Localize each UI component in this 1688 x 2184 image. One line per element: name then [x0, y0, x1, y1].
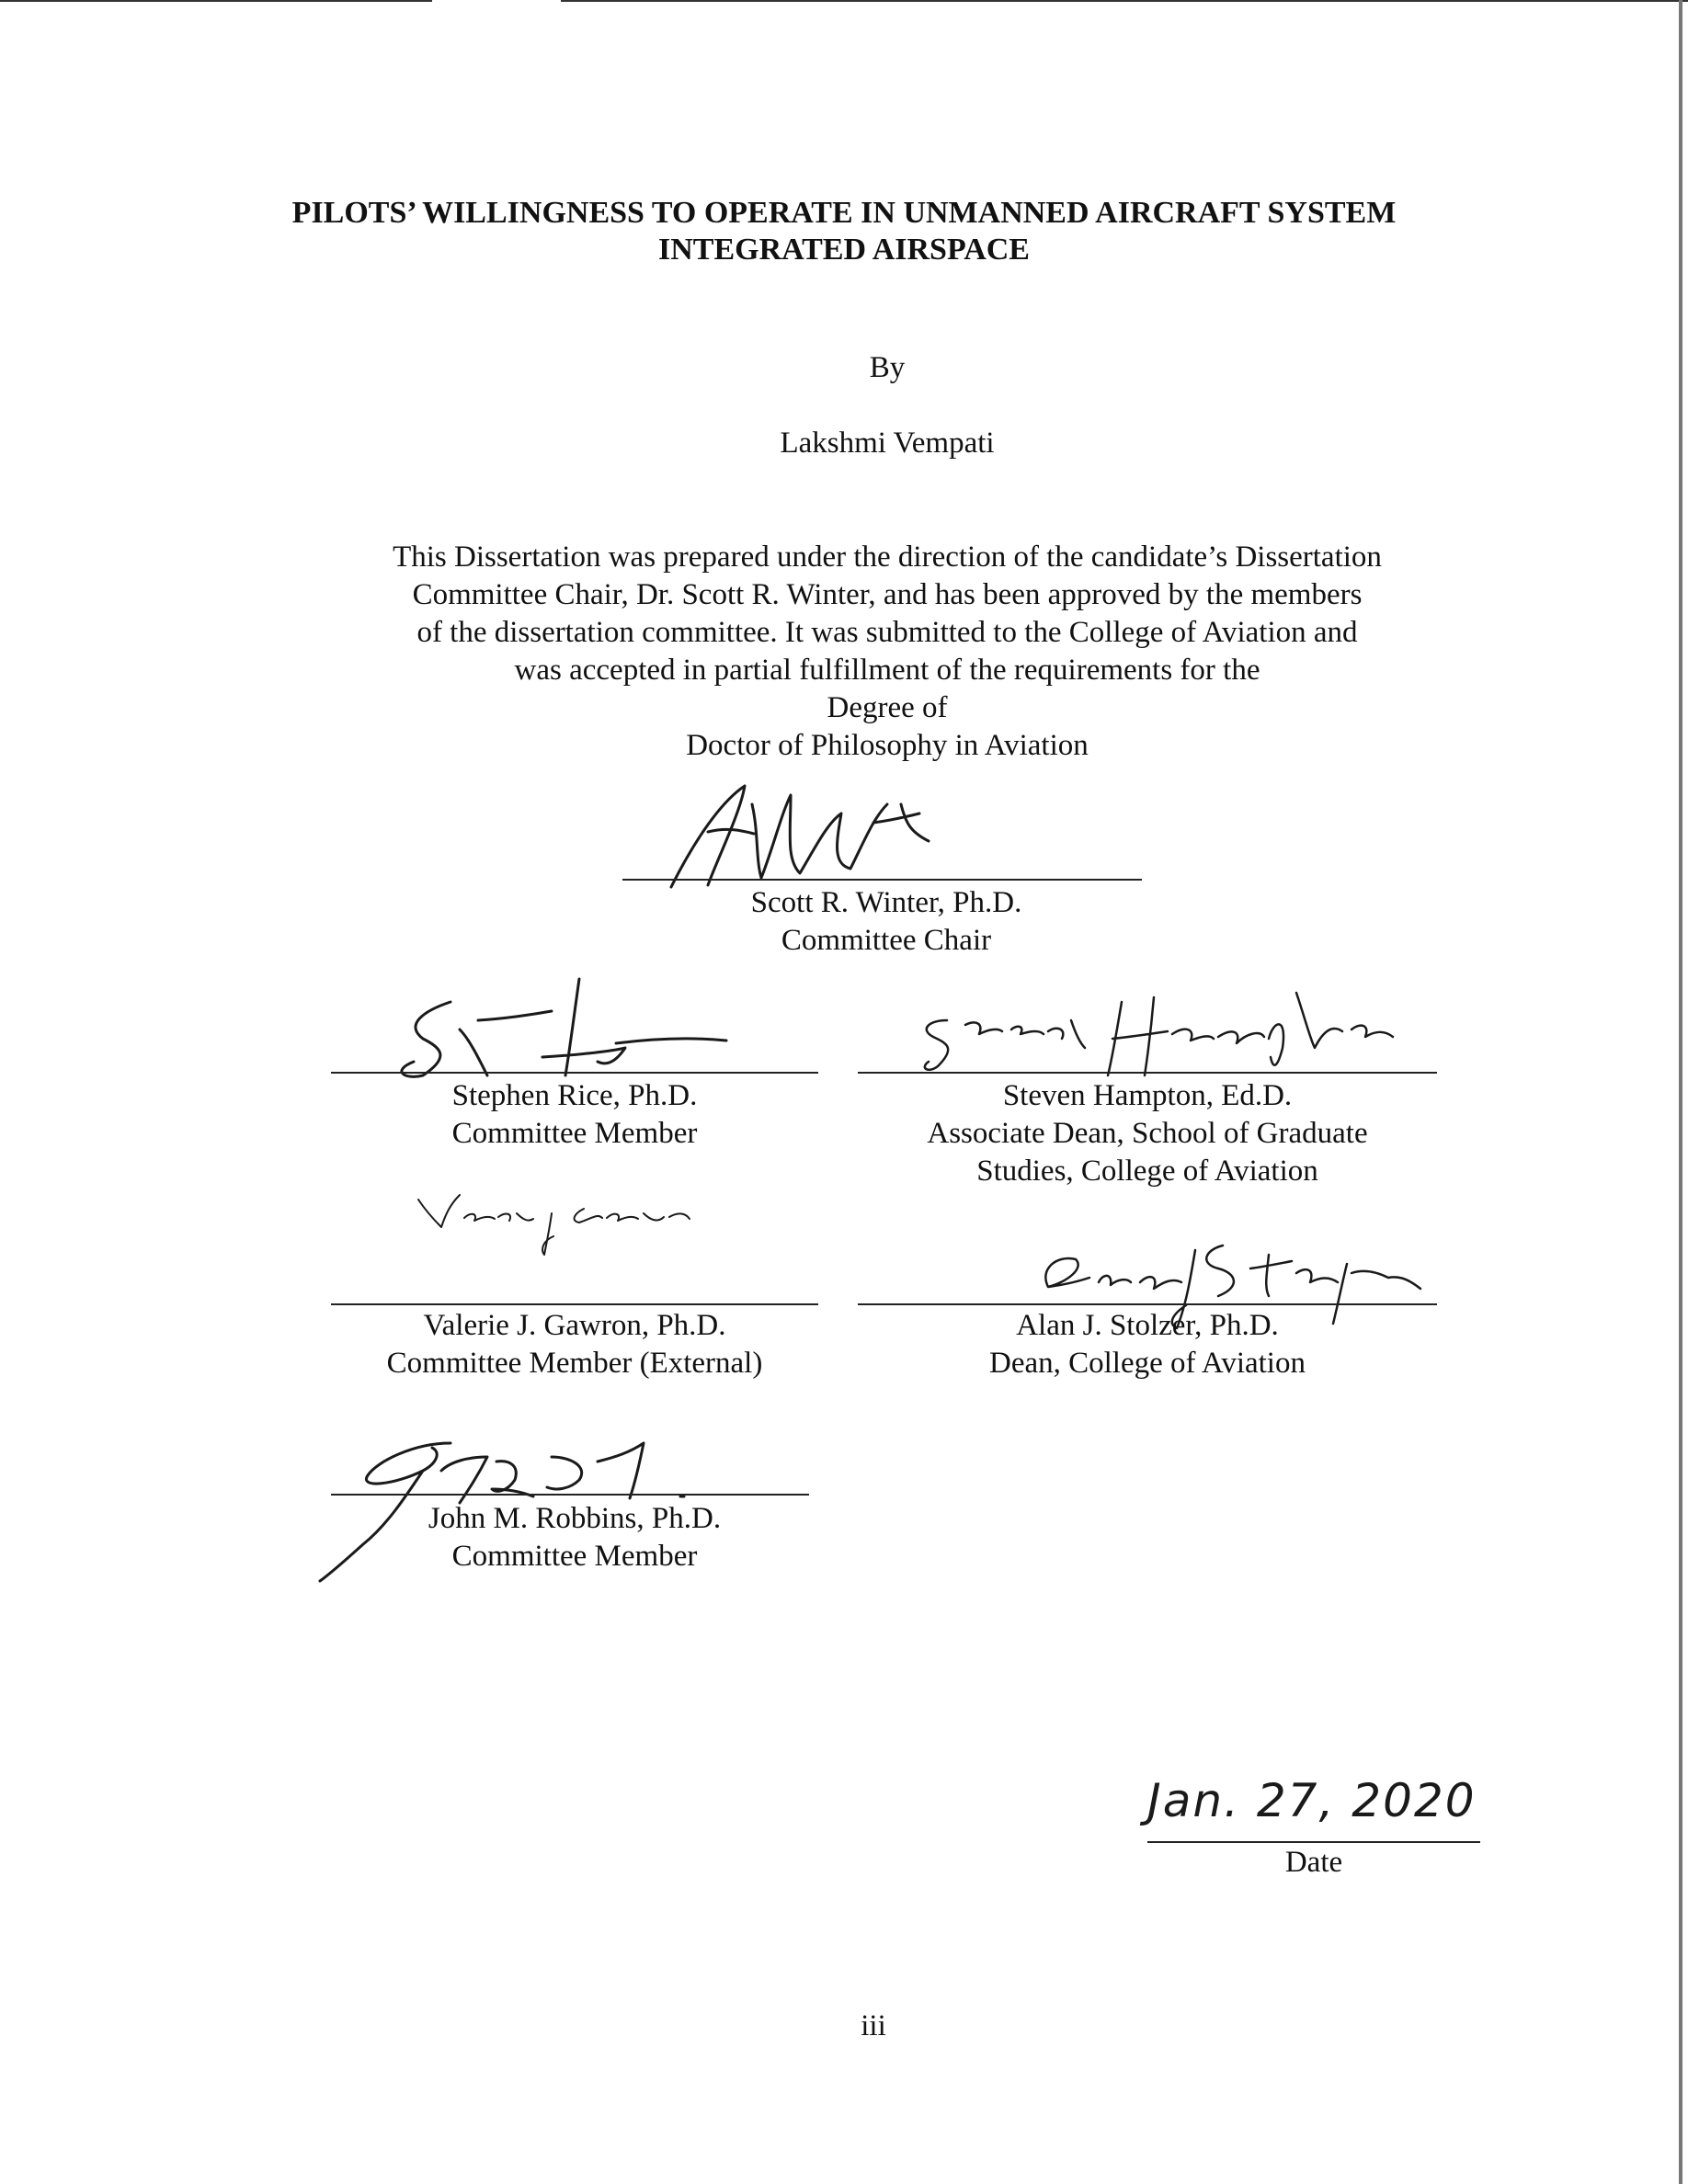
robbins-signature-line	[331, 1494, 809, 1496]
hampton-signature-line	[858, 1072, 1437, 1074]
date-value: Jan. 27, 2020	[1147, 1774, 1477, 1827]
signature-stephen-rice	[386, 974, 754, 1085]
gawron-role: Committee Member (External)	[386, 1347, 763, 1380]
scan-edge-top-right	[561, 0, 1688, 2]
gawron-signature-line	[331, 1303, 818, 1305]
gawron-name: Valerie J. Gawron, Ph.D.	[423, 1309, 726, 1342]
author-name: Lakshmi Vempati	[780, 427, 995, 460]
statement-line-3: of the dissertation committee. It was submitted to the College of Aviation and	[416, 616, 1358, 649]
dissertation-title	[0, 195, 1688, 268]
hampton-role-2: Studies, College of Aviation	[976, 1155, 1318, 1188]
date-label: Date	[1284, 1846, 1343, 1879]
robbins-name: John M. Robbins, Ph.D.	[428, 1502, 722, 1535]
chair-name: Scott R. Winter, Ph.D.	[750, 886, 1022, 919]
statement-line-4: was accepted in partial fulfillment of the requirements for the	[514, 654, 1260, 687]
hampton-role-1: Associate Dean, School of Graduate	[927, 1117, 1368, 1150]
statement-line-5: Degree of	[827, 691, 948, 724]
rice-role: Committee Member	[451, 1117, 698, 1150]
stolzer-block	[858, 1307, 1437, 1382]
chair-role: Committee Chair	[781, 924, 992, 957]
chair-block	[699, 884, 1074, 960]
stolzer-role: Dean, College of Aviation	[989, 1347, 1306, 1380]
chair-signature-line	[622, 879, 1142, 881]
rice-block	[331, 1077, 818, 1153]
scan-edge-top	[0, 0, 432, 2]
by-label: By	[869, 351, 906, 384]
gawron-block	[331, 1307, 818, 1382]
statement-line-1: This Dissertation was prepared under the direction of the candidate’s Dissertation	[393, 540, 1382, 574]
statement-line-2: Committee Chair, Dr. Scott R. Winter, and has been approved by the members	[412, 578, 1363, 611]
page-number: iii	[861, 2009, 886, 2042]
hampton-block	[858, 1077, 1437, 1190]
stolzer-name: Alan J. Stolzer, Ph.D.	[1016, 1309, 1279, 1342]
signature-valerie-gawron	[414, 1186, 745, 1259]
scan-edge-right	[1679, 0, 1682, 2184]
date-line	[1147, 1841, 1480, 1843]
approval-statement	[0, 539, 1688, 765]
robbins-role: Committee Member	[451, 1540, 698, 1573]
rice-signature-line	[331, 1072, 818, 1074]
title-line-2: INTEGRATED AIRSPACE	[658, 233, 1030, 267]
hampton-name: Steven Hampton, Ed.D.	[1002, 1079, 1293, 1112]
stolzer-signature-line	[858, 1303, 1437, 1305]
robbins-block	[331, 1500, 818, 1575]
title-line-1: PILOTS’ WILLINGNESS TO OPERATE IN UNMANNED AIRCRAFT SYSTEM	[291, 196, 1397, 230]
statement-line-6: Doctor of Philosophy in Aviation	[686, 729, 1089, 762]
rice-name: Stephen Rice, Ph.D.	[451, 1079, 698, 1112]
signature-steven-hampton	[910, 965, 1425, 1085]
